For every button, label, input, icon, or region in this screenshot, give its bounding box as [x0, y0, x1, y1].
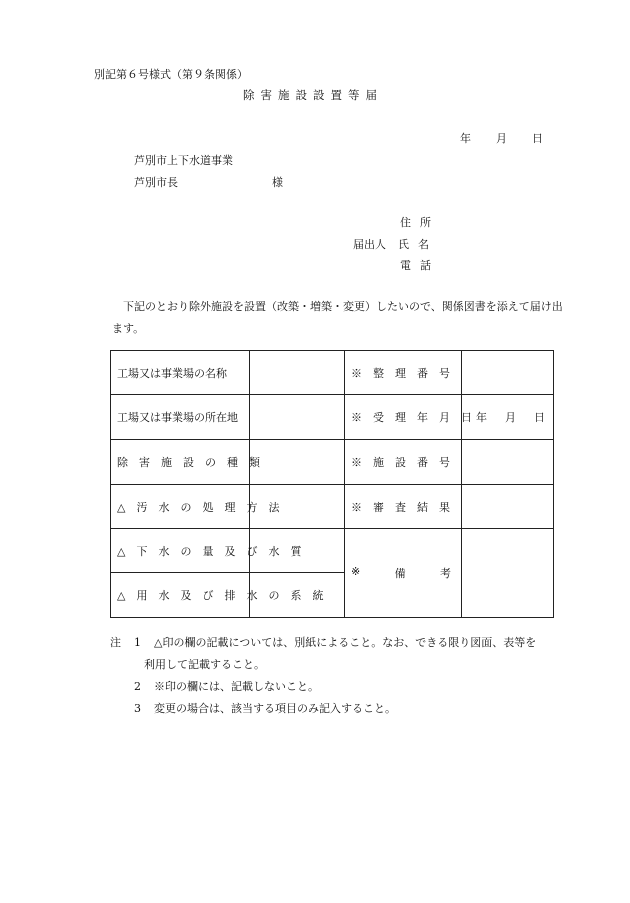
treatment-method-label: △ 汚 水 の 処 理 方 法 [117, 500, 280, 514]
reference-number-label: ※ 整 理 番 号 [351, 366, 450, 380]
note-number: 3 [134, 702, 141, 715]
note-item [110, 676, 570, 698]
date-year-label: 年 [460, 132, 471, 145]
remarks-char-1: 備 [394, 567, 406, 580]
note-number: 2 [134, 680, 141, 693]
factory-name-label: 工場又は事業場の名称 [117, 366, 227, 380]
note-text-continuation: 利用して記載すること。 [144, 658, 265, 671]
note-item-continuation [110, 654, 570, 676]
addressee-organization: 芦別市上下水道事業 [134, 154, 233, 167]
factory-location-label: 工場又は事業場の所在地 [117, 411, 238, 424]
note-item [110, 632, 570, 654]
receipt-date-field[interactable] [462, 395, 554, 440]
table-label-cell [345, 485, 462, 529]
document-title: 除害施設設置等届 [243, 88, 383, 102]
notes-heading: 注 [110, 636, 121, 649]
receipt-month-label: 月 [505, 411, 516, 424]
table-row [111, 351, 554, 395]
form-label: 別記第６号様式（第９条関係） [94, 68, 248, 81]
application-table [110, 350, 554, 618]
table-label-cell [345, 395, 472, 440]
receipt-date-label: ※ 受 理 年 月 日 [351, 411, 472, 424]
applicant-phone-label: 電話 [400, 259, 440, 272]
table-row [111, 485, 554, 529]
table-label-cell [111, 485, 280, 529]
note-text: △印の欄の記載については、別紙によること。なお、できる限り図面、表等を [154, 636, 537, 649]
note-text: ※印の欄には、記載しないこと。 [154, 680, 319, 693]
notes-section [110, 632, 570, 720]
receipt-year-label: 年 [476, 411, 487, 424]
addressee-mayor: 芦別市長 [134, 176, 178, 189]
note-number: 1 [134, 636, 141, 649]
date-month-label: 月 [496, 132, 507, 145]
note-item [110, 698, 570, 720]
water-system-label: △ 用 水 及 び 排 水 の 系 統 [117, 589, 324, 602]
table-label-cell [111, 529, 302, 573]
addressee-honorific: 様 [272, 176, 283, 189]
table-row [111, 440, 554, 485]
remarks-label-cell [345, 529, 462, 618]
table-row [111, 395, 554, 440]
note-text: 変更の場合は、該当する項目のみ記入すること。 [154, 702, 396, 715]
sewage-volume-quality-label: △ 下 水 の 量 及 び 水 質 [117, 544, 302, 558]
remarks-mark: ※ [351, 565, 361, 578]
facility-type-label: 除 害 施 設 の 種 類 [117, 456, 260, 469]
remarks-field[interactable] [462, 529, 554, 618]
factory-name-field[interactable] [250, 351, 345, 395]
remarks-char-2: 考 [440, 567, 451, 580]
review-result-label: ※ 審 査 結 果 [351, 500, 450, 514]
table-label-cell [111, 440, 260, 485]
table-row [111, 529, 554, 573]
facility-number-label: ※ 施 設 番 号 [351, 456, 450, 469]
reference-number-field[interactable] [462, 351, 554, 395]
table-label-cell [345, 440, 462, 485]
table-label-cell [345, 351, 462, 395]
table-label-cell [111, 395, 250, 440]
facility-number-field[interactable] [462, 440, 554, 485]
table-label-cell [111, 351, 250, 395]
table-label-cell [111, 573, 324, 618]
applicant-name-label: 氏名 [398, 238, 438, 251]
date-day-label: 日 [532, 132, 543, 145]
factory-location-field[interactable] [250, 395, 345, 440]
receipt-day-label: 日 [534, 411, 545, 424]
applicant-prefix: 届出人 [353, 238, 386, 251]
review-result-field[interactable] [462, 485, 554, 529]
applicant-address-label: 住所 [400, 216, 440, 229]
applicant-name-row [353, 236, 438, 252]
body-text: 下記のとおり除外施設を設置（改築・増築・変更）したいので、関係図書を添えて届け出ます。 [112, 300, 563, 335]
facility-type-field[interactable] [250, 440, 345, 485]
